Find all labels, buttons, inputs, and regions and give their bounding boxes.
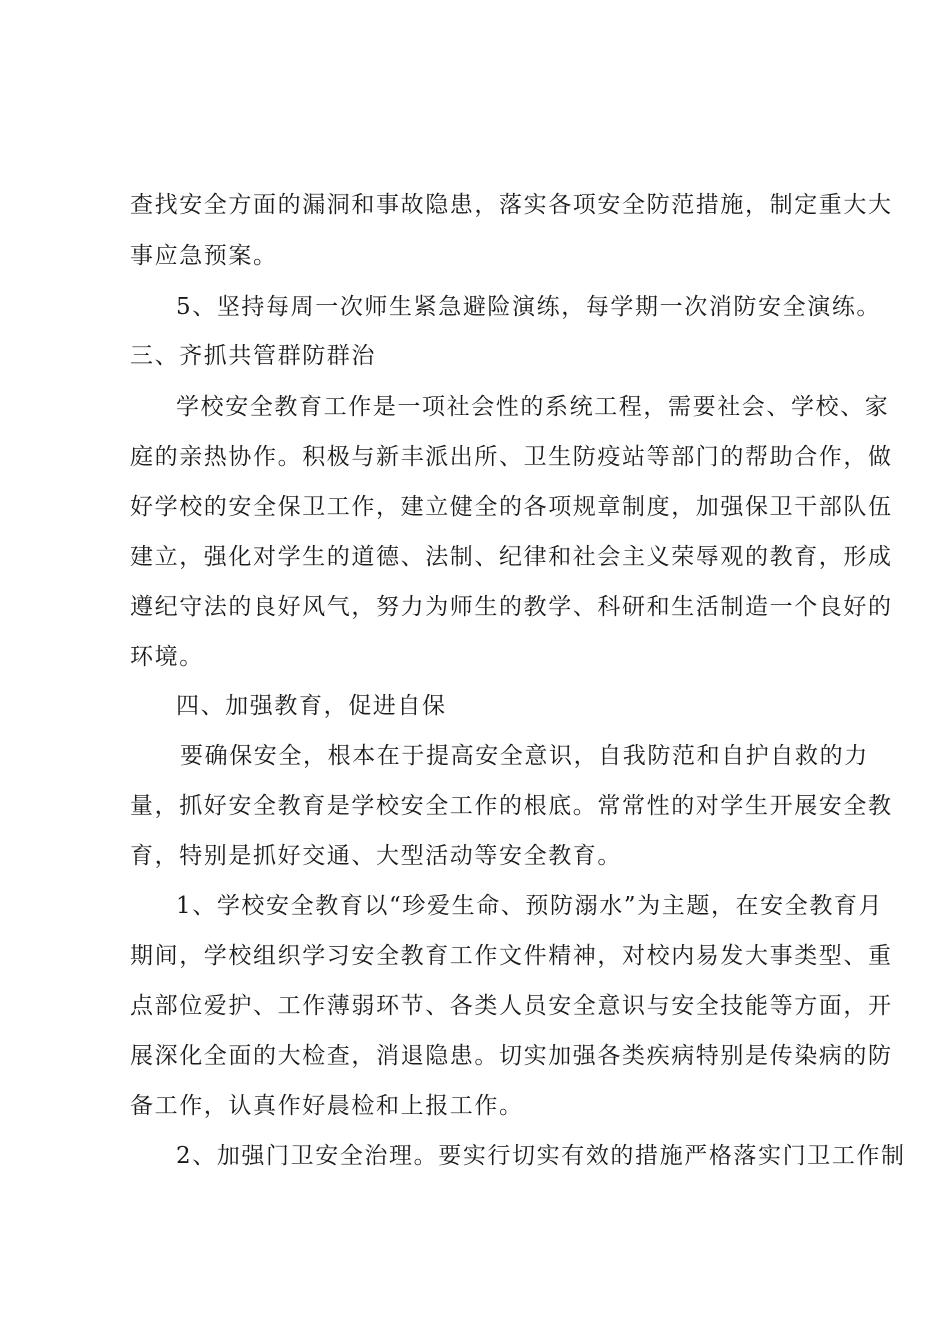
paragraph-line: 点部位爱护、工作薄弱环节、各类人员安全意识与安全技能等方面，开 (130, 993, 893, 1019)
paragraph-line: 查找安全方面的漏洞和事故隐患，落实各项安全防范措施，制定重大大 (130, 192, 893, 218)
paragraph-line: 环境。 (130, 644, 204, 670)
section-heading: 三、齐抓共管群防群治 (130, 343, 376, 369)
paragraph-line: 育，特别是抓好交通、大型活动等安全教育。 (130, 843, 622, 869)
paragraph-line: 要确保安全，根本在于提高安全意识，自我防范和自护自救的力 (180, 743, 869, 769)
paragraph-line: 备工作，认真作好晨检和上报工作。 (130, 1093, 524, 1119)
paragraph-line: 建立，强化对学生的道德、法制、纪律和社会主义荣辱观的教育，形成 (130, 544, 893, 570)
paragraph-line: 好学校的安全保卫工作，建立健全的各项规章制度，加强保卫干部队伍 (130, 494, 893, 520)
paragraph-line: 2、加强门卫安全治理。要实行切实有效的措施严格落实门卫工作制 (176, 1143, 906, 1169)
section-heading: 四、加强教育，促进自保 (176, 693, 447, 719)
paragraph-line: 事应急预案。 (130, 243, 278, 269)
paragraph-line: 学校安全教育工作是一项社会性的系统工程，需要社会、学校、家 (176, 394, 890, 420)
paragraph-line: 1、学校安全教育以“珍爱生命、预防溺水”为主题，在安全教育月 (176, 893, 884, 919)
paragraph-line: 量，抓好安全教育是学校安全工作的根底。常常性的对学生开展安全教 (130, 793, 893, 819)
paragraph-line: 5、坚持每周一次师生紧急避险演练，每学期一次消防安全演练。 (176, 294, 882, 320)
paragraph-line: 期间，学校组织学习安全教育工作文件精神，对校内易发大事类型、重 (130, 943, 893, 969)
paragraph-line: 遵纪守法的良好风气，努力为师生的教学、科研和生活制造一个良好的 (130, 594, 893, 620)
paragraph-line: 展深化全面的大检查，消退隐患。切实加强各类疾病特别是传染病的防 (130, 1043, 893, 1069)
paragraph-line: 庭的亲热协作。积极与新丰派出所、卫生防疫站等部门的帮助合作，做 (130, 444, 893, 470)
